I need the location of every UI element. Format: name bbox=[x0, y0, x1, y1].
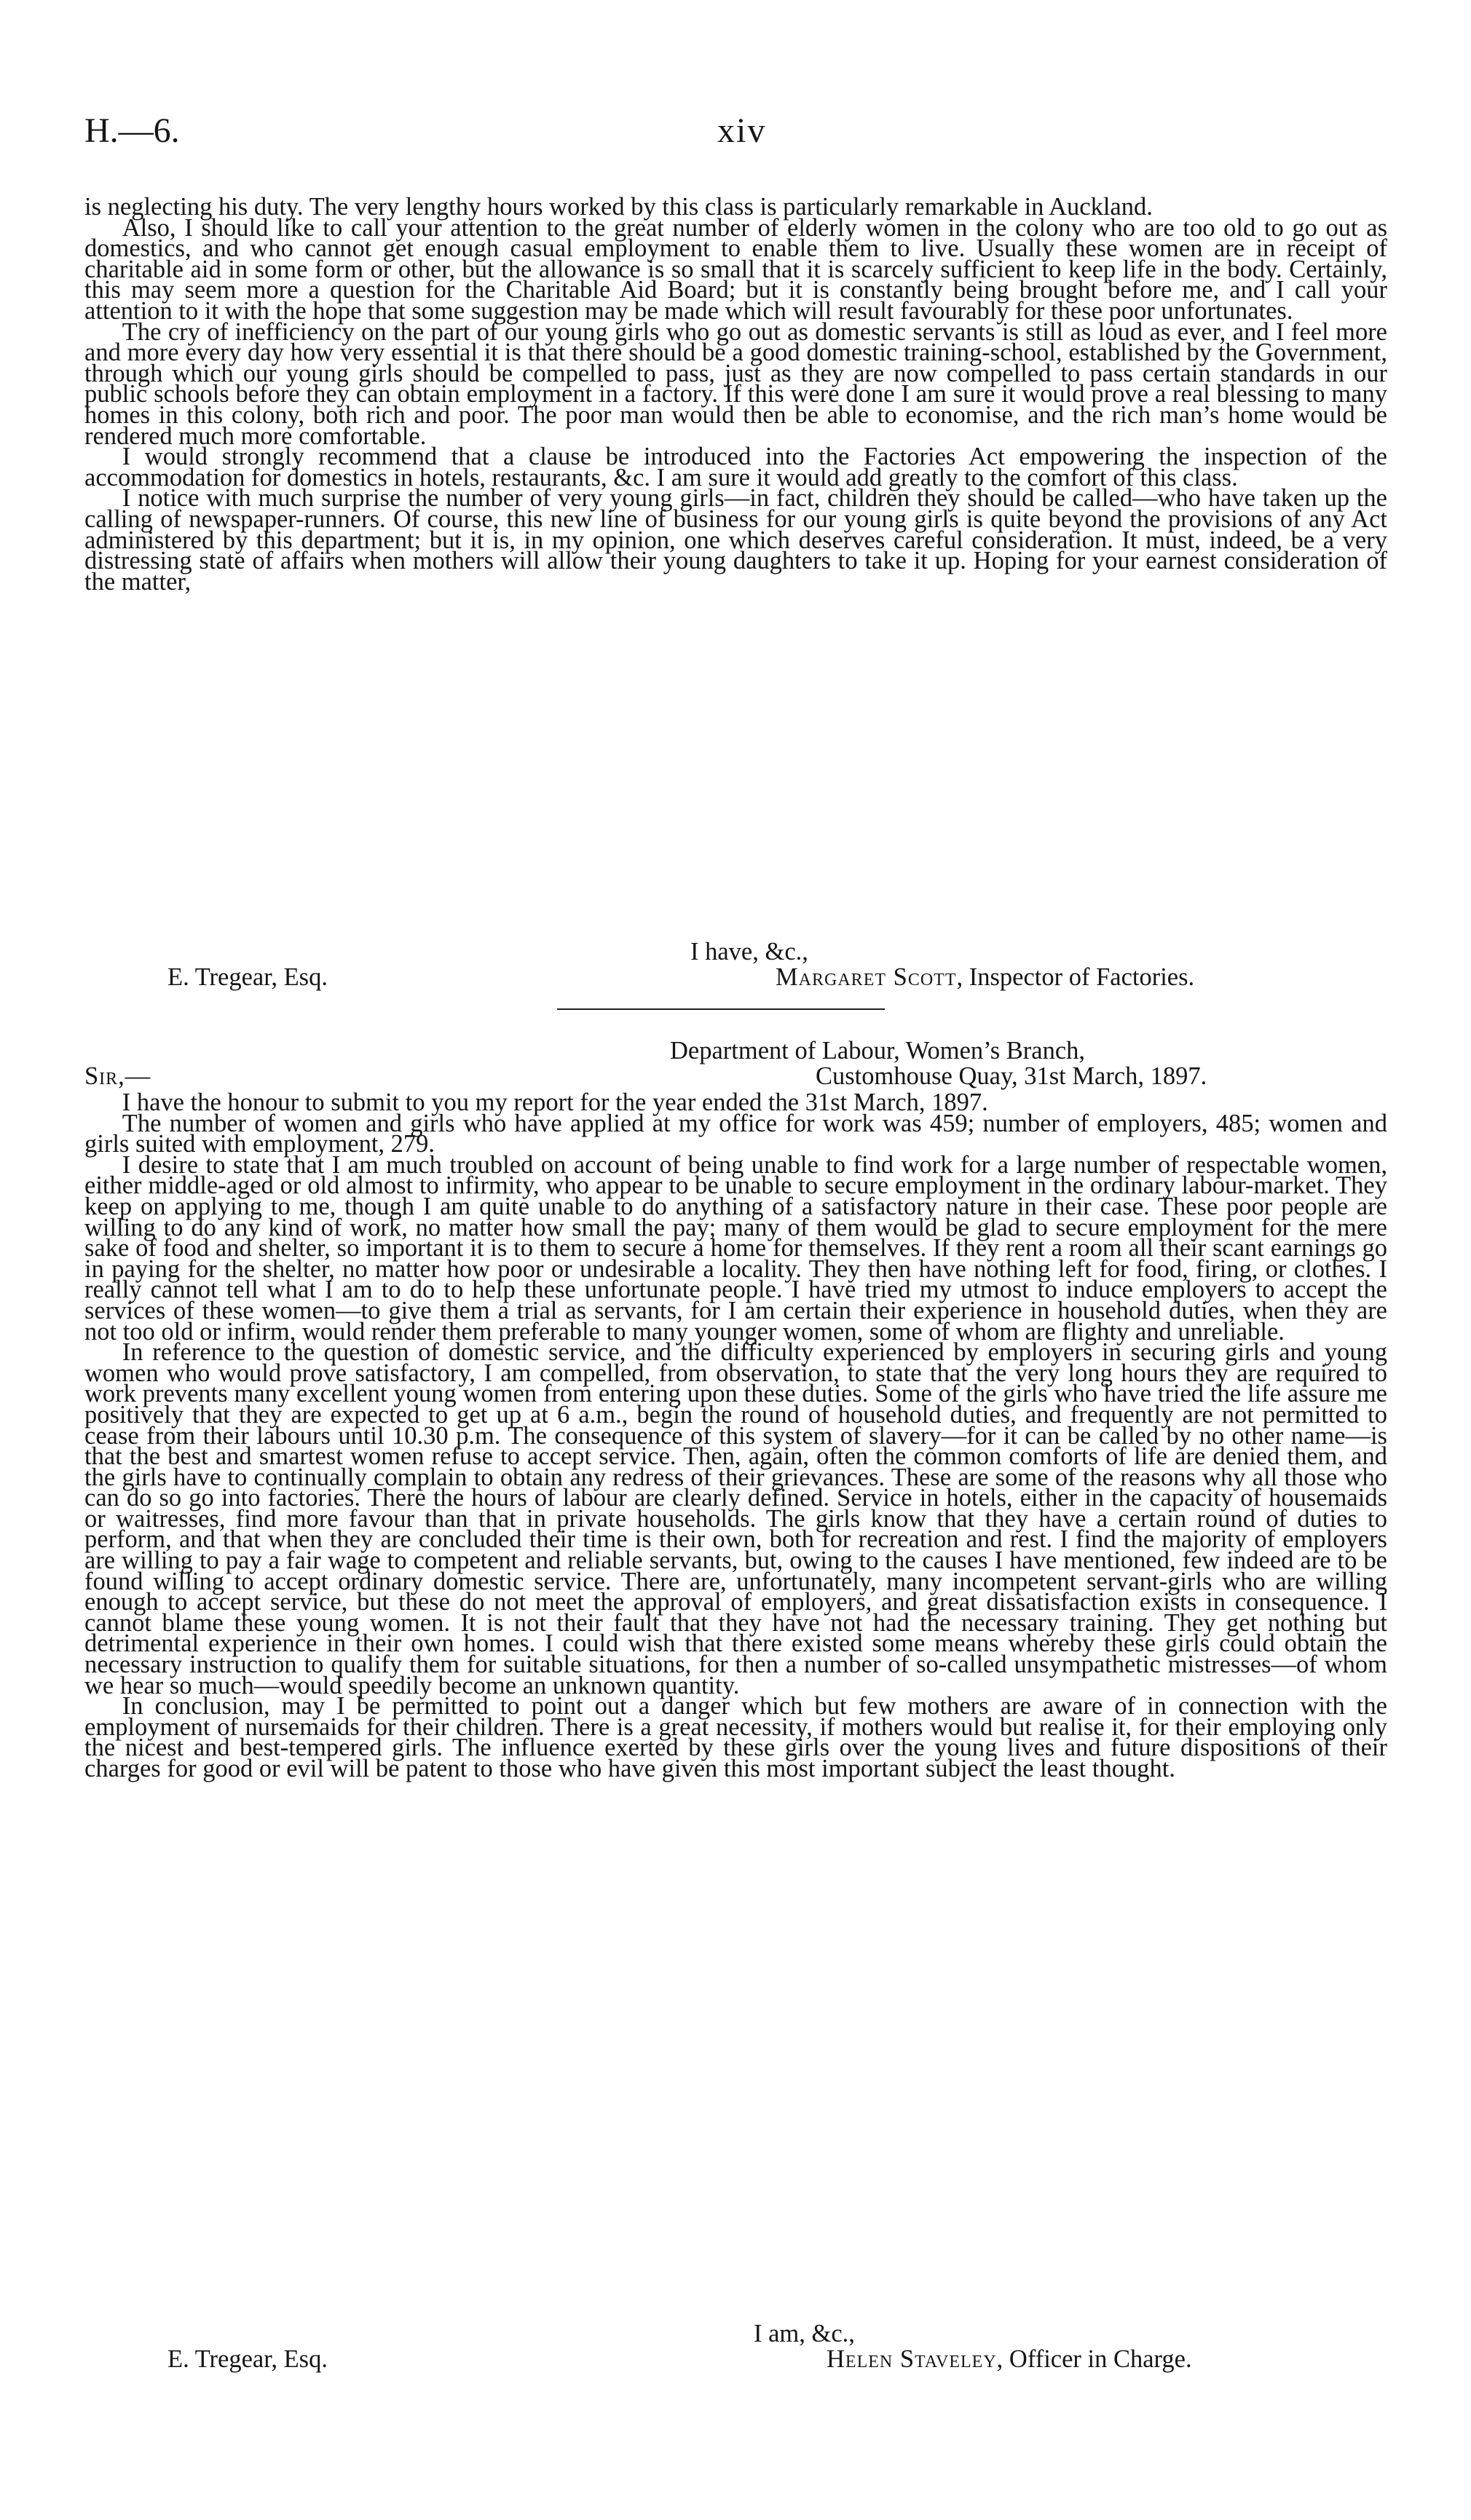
closing-1: I have, &c., bbox=[690, 938, 808, 965]
section-divider bbox=[557, 1008, 885, 1010]
addressee-1: E. Tregear, Esq. bbox=[167, 963, 328, 991]
paragraph: I have the honour to submit to you my report for the year ended the 31st March, 1897. bbox=[122, 1089, 988, 1116]
signatory-name: Margaret Scott bbox=[776, 963, 957, 991]
page-number: xiv bbox=[717, 111, 767, 150]
closing-2: I am, &c., bbox=[754, 2320, 855, 2347]
report-1-body bbox=[84, 193, 1387, 596]
report-2-body bbox=[84, 1089, 1387, 1782]
paragraph: I notice with much surprise the number of very young girls—in fact, children they should be called—who have taken up the calling of newspaper-runners. Of course, this new line of business for our young girls is quite beyond the provisions of any Act administered by this department; but it is, in my opinion, one which deserves careful consideration. It must, indeed, be a very distressing state of affairs when mothers will allow their young daughters to take it up. Hoping for your earnest consideration of the matter, bbox=[84, 484, 1387, 596]
paragraph: Also, I should like to call your attention to the great number of elderly women in the colony who are too old to go out as domestics, and who cannot get enough casual employment to enable them to live. Usually these women are in receipt of charitable aid in some form or other, but the allowance is so small that it is scarcely sufficient to keep life in the body. Certainly, this may seem more a question for the Charitable Aid Board; but it is constantly being brought before me, and I call your attention to it with the hope that some suggestion may be made which will result favourably for these poor unfortunates. bbox=[84, 213, 1387, 325]
signatory-title: , Officer in Charge. bbox=[996, 2345, 1192, 2373]
signatory-title: , Inspector of Factories. bbox=[956, 963, 1195, 991]
document-reference: H.—6. bbox=[84, 111, 180, 150]
paragraph: is neglecting his duty. The very lengthy hours worked by this class is particularly remarkable in Auckland. bbox=[84, 193, 1153, 221]
signature-1 bbox=[776, 963, 1195, 991]
paragraph: The cry of inefficiency on the part of our young girls who go out as domestic servants is still as loud as ever, and I feel more and more every day how very essential it is that there should be a good domestic training-school, established by the Government, through which our young girls should be compelled to pass, just as they are now compelled to pass certain standards in our public schools before they can obtain employment in a factory. If this were done I am sure it would prove a real blessing to many homes in this colony, both rich and poor. The poor man would then be able to economise, and the rich man’s home would be rendered much more comfortable. bbox=[84, 317, 1387, 450]
signature-2 bbox=[827, 2345, 1192, 2373]
paragraph: In conclusion, may I be permitted to point out a danger which but few mothers are aware of in connection with the employment of nursemaids for their children. There is a great necessity, if mothers would but realise it, for their employing only the nicest and best-tempered girls. The influence exerted by these girls over the young lives and future dispositions of their charges for good or evil will be patent to those who have given this most important subject the least thought. bbox=[84, 1692, 1387, 1782]
paragraph: I would strongly recommend that a clause be introduced into the Factories Act empowering the inspection of the accommodation for domestics in hotels, restaurants, &c. I am sure it would add greatly to the comfort of this class. bbox=[84, 443, 1387, 491]
address-line-2: Customhouse Quay, 31st March, 1897. bbox=[816, 1062, 1207, 1090]
paragraph: I desire to state that I am much troubled on account of being unable to find work for a large number of respectable women, either middle-aged or old almost to infirmity, who appear to be unable to secure employment in the ordinary labour-market. They keep on applying to me, though I am quite unable to do anything of a satisfactory nature in their case. These poor people are willing to do any kind of work, no matter how small the pay; many of them would be glad to secure employment for the mere sake of food and shelter, so important it is to them to secure a home for themselves. If they rent a room all their scant earnings go in paying for the shelter, no matter how poor or undesirable a locality. They then have nothing left for food, firing, or clothes. I really cannot tell what I am to do to help these unfortunate people. I have tried my utmost to induce employers to accept the services of these women—to give them a trial as servants, for I am certain their experience in household duties, when they are not too old or infirm, would render them preferable to many younger women, some of whom are flighty and unreliable. bbox=[84, 1150, 1387, 1346]
paragraph: In reference to the question of domestic service, and the difficulty experienced by employers in securing girls and young women who would prove satisfactory, I am compelled, from observation, to state that the very long hours they are required to work prevents many excellent young women from entering upon these duties. Some of the girls who have tried the life assure me positively that they are expected to get up at 6 a.m., begin the round of household duties, and frequently are not permitted to cease from their labours until 10.30 p.m. The consequence of this system of slavery—for it can be called by no other name—is that the best and smartest women refuse to accept service. Then, again, often the common comforts of life are denied them, and the girls have to continually complain to obtain any redress of their grievances. These are some of the reasons why all those who can do so go into factories. There the hours of labour are clearly defined. Service in hotels, either in the capacity of housemaids or waitresses, find more favour than that in private households. The girls know that they have a certain round of duties to perform, and that when they are concluded their time is their own, both for recreation and rest. I find the majority of employers are willing to pay a fair wage to competent and reliable servants, but, owing to the causes I have mentioned, few indeed are to be found willing to accept ordinary domestic service. There are, unfortunately, many incompetent servant-girls who are willing enough to accept service, but these do not meet the approval of employers, and great dissatisfaction exists in consequence. I cannot blame these young women. It is not their fault that they have not had the necessary training. They get nothing but detrimental experience in their own homes. I could wish that there existed some means whereby these girls could obtain the necessary instruction to qualify them for suitable situations, for then a number of so-called unsympathetic mistresses—of whom we hear so much—would speedily become an unknown quantity. bbox=[84, 1338, 1387, 1699]
paragraph: The number of women and girls who have applied at my office for work was 459; number of employers, 485; women and girls suited with employment, 279. bbox=[84, 1109, 1387, 1158]
address-line-1: Department of Labour, Women’s Branch, bbox=[670, 1037, 1086, 1065]
signatory-name: Helen Staveley bbox=[827, 2345, 997, 2373]
addressee-2: E. Tregear, Esq. bbox=[167, 2345, 328, 2373]
salutation: Sir,— bbox=[84, 1062, 151, 1090]
